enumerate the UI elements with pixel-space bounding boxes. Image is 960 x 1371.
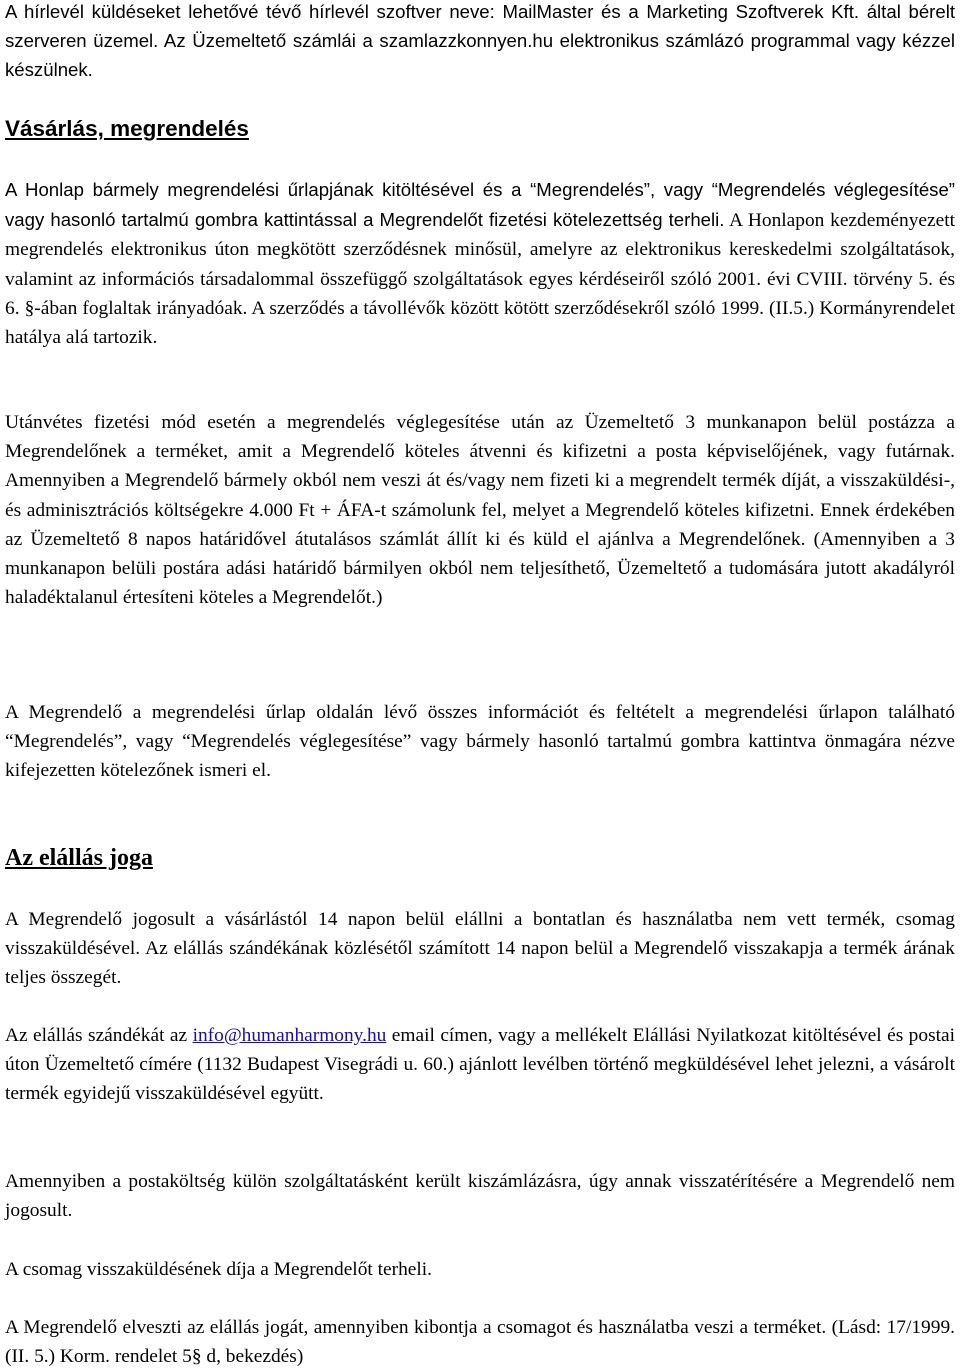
elallas-paragraph-1-block [5, 905, 955, 993]
elallas-paragraph-5-block [5, 1313, 955, 1371]
elallas-paragraph-1: A Megrendelő jogosult a vásárlástól 14 napon belül elállni a bontatlan és használatba nem vett termék, csomag visszaküldésével. Az elállás szándékának közlésétől számított 14 napon belül a Megrendelő visszakapja a termék árának teljes összegét. [5, 909, 955, 989]
heading-vasarlas-block [5, 114, 249, 144]
heading-elallas-block [5, 843, 153, 873]
elallas-paragraph-2-before: Az elállás szándékát az [5, 1025, 193, 1046]
email-link[interactable]: info@humanharmony.hu [192, 1025, 387, 1046]
elallas-paragraph-4: A csomag visszaküldésének díja a Megrendelőt terheli. [5, 1259, 433, 1280]
elallas-paragraph-2 [5, 1021, 955, 1109]
vasarlas-paragraph-3: A Megrendelő a megrendelési űrlap oldalán lévő összes információt és feltételt a megrendelési űrlapon található “Megrendelés”, vagy “Megrendelés véglegesítése” vagy bármely hasonló tartalmú gombra kattintva önmagára nézve kifejezetten kötelezőnek ismeri el. [5, 702, 955, 782]
elallas-paragraph-4-block [5, 1255, 955, 1284]
elallas-paragraph-3-block [5, 1167, 955, 1225]
vasarlas-paragraph-3-block [5, 698, 955, 786]
intro-paragraph: A hírlevél küldéseket lehetővé tévő hírlevél szoftver neve: MailMaster és a Marketing Szoftverek Kft. által bérelt szerveren üzemel. Az Üzemeltető számlái a szamlazzkonnyen.hu elektronikus számlázó programmal vagy kézzel készülnek. [5, 1, 955, 81]
vasarlas-paragraph-1-part-b: A Honlapon kezdeményezett megrendelés elektronikus úton megkötött szerződésnek minősül, amelyre az elektronikus kereskedelmi szolgáltatások, valamint az információs társadalommal összefüggő szolgáltatások egyes kérdéseiről szóló 2001. évi CVIII. törvény 5. és 6. §-ában foglaltak irányadóak. A szerződés a távollévők között kötött szerződésekről szóló 1999. (II.5.) Kormányrendelet hatálya alá tartozik. [5, 210, 956, 349]
vasarlas-paragraph-1-block [5, 175, 955, 352]
heading-vasarlas-megrendeles: Vásárlás, megrendelés [5, 116, 249, 141]
heading-az-elallas-joga: Az elállás joga [5, 845, 153, 871]
elallas-paragraph-2-after: email címen, vagy a mellékelt Elállási Nyilatkozat kitöltésével és postai úton Üzemeltető címére (1132 Budapest Visegrádi u. 60.) ajánlott levélben történő megküldésével lehet jelezni, a vásárolt termék egyidejű visszaküldésével együtt. [5, 1025, 955, 1105]
elallas-paragraph-3: Amennyiben a postaköltség külön szolgáltatásként került kiszámlázásra, úgy annak visszatérítésére a Megrendelő nem jogosult. [5, 1171, 955, 1222]
vasarlas-paragraph-1-part-a: A Honlap bármely megrendelési űrlapjának kitöltésével és a “Megrendelés”, vagy “Megrendelés véglegesítése” vagy hasonló tartalmú gombra kattintással a Megrendelőt fizetési kötelezettség terheli. [5, 179, 955, 231]
vasarlas-paragraph-1 [5, 175, 955, 352]
elallas-paragraph-2-block [5, 1021, 955, 1109]
vasarlas-paragraph-2: Utánvétes fizetési mód esetén a megrendelés véglegesítése után az Üzemeltető 3 munkanapon belül postázza a Megrendelőnek a terméket, amit a Megrendelő köteles átvenni és kifizetni a posta képviselőjének, vagy futárnak. Amennyiben a Megrendelő bármely okból nem veszi át és/vagy nem fizeti ki a megrendelt termék díját, a visszaküldési-, és adminisztrációs költségekre 4.000 Ft + ÁFA-t számolunk fel, melyet a Megrendelő köteles kifizetni. Ennek érdekében az Üzemeltető 8 napos határidővel átutalásos számlát állít ki és küld el ajánlva a Megrendelőnek. (Amennyiben a 3 munkanapon belüli postára adási határidő bármilyen okból nem teljesíthető, Üzemeltető a tudomására jutott akadályról haladéktalanul értesíteni köteles a Megrendelőt.) [5, 412, 955, 609]
intro-paragraph-block [5, 0, 955, 85]
vasarlas-paragraph-2-block [5, 408, 955, 612]
elallas-paragraph-5: A Megrendelő elveszti az elállás jogát, amennyiben kibontja a csomagot és használatba veszi a terméket. (Lásd: 17/1999. (II. 5.) Korm. rendelet 5§ d, bekezdés) [5, 1317, 955, 1368]
